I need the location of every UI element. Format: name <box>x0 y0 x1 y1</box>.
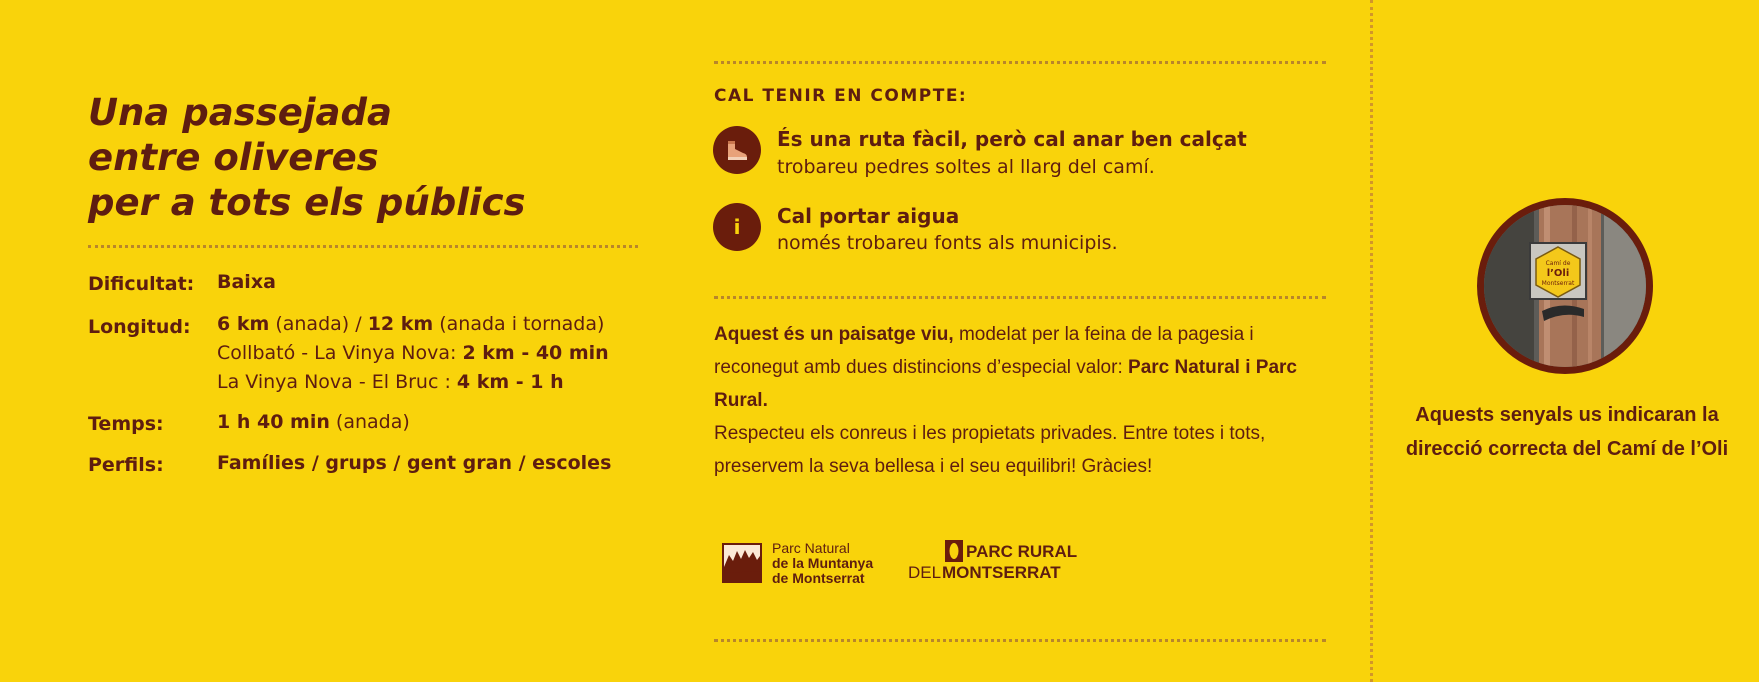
length-value-3: 4 km - 1 h <box>456 371 564 393</box>
pn-line-1: Parc Natural <box>772 540 850 556</box>
olive-leaf-icon <box>945 540 963 562</box>
length-value-2: 2 km - 40 min <box>462 342 609 364</box>
notice-heading: CAL TENIR EN COMPTE: <box>714 86 968 106</box>
notice-2-title: Cal portar aigua <box>777 204 960 228</box>
pn-line-3: de Montserrat <box>772 570 865 586</box>
length-km-round: 12 km <box>367 313 434 335</box>
sign-text-3: Montserrat <box>1541 280 1575 287</box>
time-label: Temps: <box>88 413 164 435</box>
parc-rural-montserrat: MONTSERRAT <box>942 563 1061 582</box>
length-line-2 <box>217 339 609 368</box>
length-one-way: (anada) / <box>275 313 362 335</box>
length-route-3: La Vinya Nova - El Bruc : <box>217 371 451 393</box>
title-line-3: per a tots els públics <box>88 181 526 224</box>
difficulty-value: Baixa <box>217 271 276 293</box>
profiles-value: Famílies / grups / gent gran / escoles <box>217 452 612 474</box>
parc-rural-del: DEL <box>908 563 942 582</box>
time-note: (anada) <box>335 411 410 433</box>
landscape-text <box>714 318 1314 483</box>
landscape-paragraph-2: Respecteu els conreus i les propietats privades. Entre totes i tots, preservem la seva bellesa i el seu equilibri! Gràcies! <box>714 423 1266 477</box>
parc-rural-logo <box>908 540 1088 586</box>
mountain-icon <box>722 543 762 583</box>
middle-divider <box>714 296 1326 299</box>
top-divider <box>714 61 1326 64</box>
parc-natural-logo <box>722 540 892 586</box>
pn-line-2: de la Muntanya <box>772 555 874 571</box>
length-round: (anada i tornada) <box>439 313 605 335</box>
difficulty-label: Dificultat: <box>88 273 195 295</box>
parc-natural-text <box>772 541 873 586</box>
info-icon <box>713 203 761 251</box>
time-value <box>217 408 410 437</box>
sign-caption: Aquests senyals us indicaran la direcció correcta del Camí de l’Oli <box>1405 404 1729 460</box>
length-line-3 <box>217 368 609 397</box>
sign-text-1: Camí de <box>1545 260 1571 267</box>
landscape-lead: Aquest és un paisatge viu, <box>714 324 954 345</box>
sign-text-2: l’Oli <box>1546 268 1570 279</box>
parc-rural-line-1: PARC RURAL <box>966 542 1078 561</box>
page-title <box>88 90 648 225</box>
length-value <box>217 310 609 397</box>
length-km-one-way: 6 km <box>217 313 270 335</box>
boot-icon-glyph <box>724 139 750 161</box>
profiles-label: Perfils: <box>88 454 164 476</box>
length-route-2: Collbató - La Vinya Nova: <box>217 342 457 364</box>
length-label: Longitud: <box>88 316 191 338</box>
info-icon-glyph: i <box>733 215 741 239</box>
notice-2-text: només trobareu fonts als municipis. <box>777 232 1118 254</box>
length-line-1 <box>217 310 609 339</box>
trail-sign-photo <box>1477 198 1653 374</box>
bottom-divider <box>714 639 1326 642</box>
notice-1-title: És una ruta fàcil, però cal anar ben calçat <box>777 127 1247 151</box>
landscape-body: modelat per la feina de la pagesia i reconegut amb dues distincions d’especial valor: <box>714 324 1254 378</box>
fold-divider <box>1370 0 1373 682</box>
landscape-paragraph-1 <box>714 318 1314 417</box>
time-amount: 1 h 40 min <box>217 411 330 433</box>
title-line-2: entre oliveres <box>88 136 379 179</box>
notice-1-text: trobareu pedres soltes al llarg del camí. <box>777 156 1155 178</box>
boot-icon <box>713 126 761 174</box>
landscape-distinctions: Parc Natural i Parc Rural. <box>714 357 1297 411</box>
title-line-1: Una passejada <box>88 91 392 134</box>
title-divider <box>88 245 638 248</box>
